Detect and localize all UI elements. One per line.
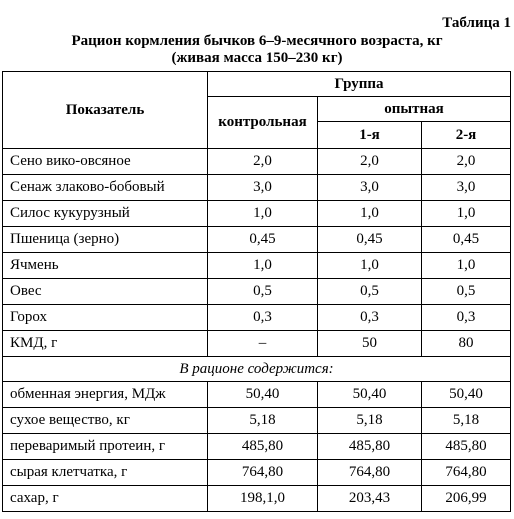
cell-exp1: 0,45 <box>318 227 422 253</box>
cell-exp2: 0,45 <box>422 227 511 253</box>
table-number: Таблица 1 <box>442 15 511 31</box>
cell-exp2: 1,0 <box>422 253 511 279</box>
table-title: Рацион кормления бычков 6–9-месячного возраста, кг <box>71 33 443 49</box>
cell-exp1: 0,3 <box>318 305 422 331</box>
cell-exp2: 5,18 <box>422 408 511 434</box>
row-name: обменная энергия, МДж <box>3 382 208 408</box>
row-name: сухое вещество, кг <box>3 408 208 434</box>
cell-exp2: 50,40 <box>422 382 511 408</box>
cell-exp1: 764,80 <box>318 460 422 486</box>
row-name: Горох <box>3 305 208 331</box>
cell-control: 2,0 <box>208 149 318 175</box>
header-indicator: Показатель <box>3 72 208 149</box>
table-row <box>3 408 511 434</box>
cell-control: 198,1,0 <box>208 486 318 512</box>
row-name: переваримый протеин, г <box>3 434 208 460</box>
cell-exp1: 50 <box>318 331 422 357</box>
table-row <box>3 331 511 357</box>
cell-control: 3,0 <box>208 175 318 201</box>
row-name: сахар, г <box>3 486 208 512</box>
cell-control: 50,40 <box>208 382 318 408</box>
table-row <box>3 227 511 253</box>
section-label: В рационе содержится: <box>3 357 511 382</box>
cell-exp1: 203,43 <box>318 486 422 512</box>
table-subtitle: (живая масса 150–230 кг) <box>171 50 343 66</box>
row-name: Силос кукурузный <box>3 201 208 227</box>
header-experimental: опытная <box>318 97 511 122</box>
row-name: Пшеница (зерно) <box>3 227 208 253</box>
ration-table <box>2 71 511 512</box>
row-name: Сено вико-овсяное <box>3 149 208 175</box>
cell-exp2: 206,99 <box>422 486 511 512</box>
cell-exp1: 1,0 <box>318 201 422 227</box>
cell-control: – <box>208 331 318 357</box>
header-second: 2-я <box>422 122 511 149</box>
cell-control: 5,18 <box>208 408 318 434</box>
cell-exp1: 3,0 <box>318 175 422 201</box>
header-control: контрольная <box>208 97 318 149</box>
section-row <box>3 357 511 382</box>
header-group: Группа <box>208 72 511 97</box>
cell-exp1: 0,5 <box>318 279 422 305</box>
cell-exp1: 50,40 <box>318 382 422 408</box>
cell-control: 1,0 <box>208 201 318 227</box>
cell-exp2: 80 <box>422 331 511 357</box>
cell-control: 1,0 <box>208 253 318 279</box>
table-row <box>3 460 511 486</box>
cell-exp2: 1,0 <box>422 201 511 227</box>
table-row <box>3 149 511 175</box>
table-row <box>3 382 511 408</box>
header-first: 1-я <box>318 122 422 149</box>
cell-exp1: 5,18 <box>318 408 422 434</box>
cell-exp1: 2,0 <box>318 149 422 175</box>
row-name: Сенаж злаково-бобовый <box>3 175 208 201</box>
cell-exp1: 485,80 <box>318 434 422 460</box>
cell-control: 485,80 <box>208 434 318 460</box>
cell-exp2: 0,5 <box>422 279 511 305</box>
table-row <box>3 434 511 460</box>
cell-control: 0,5 <box>208 279 318 305</box>
row-name: сырая клетчатка, г <box>3 460 208 486</box>
table-row <box>3 486 511 512</box>
cell-exp2: 764,80 <box>422 460 511 486</box>
cell-control: 764,80 <box>208 460 318 486</box>
row-name: Овес <box>3 279 208 305</box>
table-row <box>3 201 511 227</box>
table-row <box>3 279 511 305</box>
row-name: КМД, г <box>3 331 208 357</box>
table-row <box>3 305 511 331</box>
cell-exp2: 485,80 <box>422 434 511 460</box>
table-row <box>3 253 511 279</box>
cell-control: 0,3 <box>208 305 318 331</box>
table-row <box>3 175 511 201</box>
cell-exp2: 2,0 <box>422 149 511 175</box>
cell-exp2: 0,3 <box>422 305 511 331</box>
cell-control: 0,45 <box>208 227 318 253</box>
cell-exp2: 3,0 <box>422 175 511 201</box>
row-name: Ячмень <box>3 253 208 279</box>
cell-exp1: 1,0 <box>318 253 422 279</box>
